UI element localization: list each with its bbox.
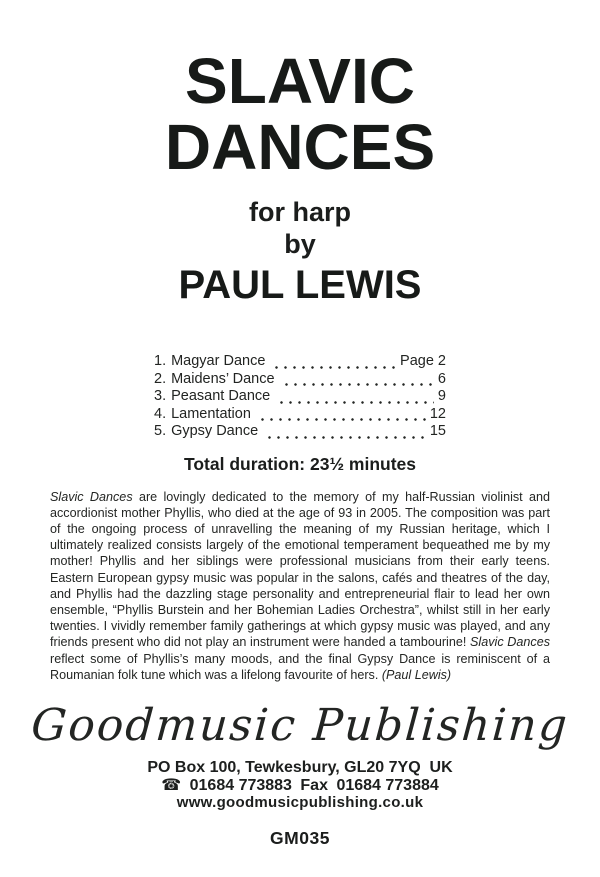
toc-item-number: 1. bbox=[154, 353, 167, 369]
publisher-address: PO Box 100, Tewkesbury, GL20 7YQ UK bbox=[147, 758, 453, 776]
fax-label: Fax bbox=[300, 776, 328, 794]
byline: by bbox=[284, 229, 316, 259]
telephone-icon: ☎ bbox=[161, 774, 182, 794]
catalog-number: GM035 bbox=[270, 827, 330, 848]
publisher-website: www.goodmusicpublishing.co.uk bbox=[176, 793, 424, 811]
dot-leader bbox=[277, 401, 434, 404]
toc-item-title: Magyar Dance bbox=[171, 353, 266, 369]
subtitle-instrumentation: for harp bbox=[248, 197, 351, 227]
total-duration: Total duration: 23½ minutes bbox=[183, 453, 417, 474]
toc-row bbox=[154, 406, 446, 424]
toc-item-page: 12 bbox=[429, 405, 446, 422]
dot-leader bbox=[282, 383, 434, 386]
page-title-line-1: SLAVIC bbox=[185, 45, 415, 117]
composer-name: PAUL LEWIS bbox=[178, 263, 422, 307]
table-of-contents bbox=[154, 353, 446, 441]
toc-row bbox=[154, 388, 446, 406]
dot-leader bbox=[272, 366, 396, 369]
publisher-block bbox=[0, 697, 600, 849]
toc-item-page: 15 bbox=[429, 423, 446, 439]
dedication-paragraph: Slavic Dances are lovingly dedicated to the memory of my half-Russian violinist and accordionist mother Phyllis, who died at the age of 93 in 2005. The composition was part of the ongoing process of unravelling the meaning of my Russian heritage, which I ultimately realized consists largely of the emotional temperament bequeathed me by my mother! Phyllis and her siblings were professional musicians from their early teens. Eastern European gypsy music was popular in the salons, cafés and theatres of the day, and Phyllis had the dazzling stage personality and entrepreneurial flair to lead her own ensemble, “Phyllis Burstein and her Bohemian Ladies Orchestra”, whilst still in her early twenties. I vividly remember family gatherings at which gypsy music was played, and any friends present who did not play an instrument were handed a tambourine! Slavic Dances reflect some of Phyllis’s many moods, and the final Gypsy Dance is reminiscent of a Roumanian folk tune which was a lifelong favourite of hers. (Paul Lewis) bbox=[50, 489, 550, 682]
dot-leader bbox=[258, 418, 426, 421]
toc-item-number: 2. bbox=[154, 370, 167, 387]
toc-row bbox=[154, 423, 446, 441]
toc-item-page: Page 2 bbox=[400, 353, 446, 369]
publisher-contact-line bbox=[0, 776, 600, 794]
toc-item-number: 3. bbox=[154, 388, 167, 404]
toc-item-page: 6 bbox=[437, 370, 446, 387]
publisher-logo: Goodmusic Publishing bbox=[29, 699, 571, 751]
toc-item-title: Peasant Dance bbox=[171, 388, 271, 404]
phone-number: 01684 773883 bbox=[189, 776, 292, 794]
fax-number: 01684 773884 bbox=[336, 776, 439, 794]
toc-item-page: 9 bbox=[437, 388, 446, 404]
page-title-line-2: DANCES bbox=[164, 111, 436, 183]
toc-item-title: Lamentation bbox=[171, 405, 251, 422]
toc-item-title: Gypsy Dance bbox=[171, 423, 259, 439]
title-block bbox=[0, 0, 600, 307]
dot-leader bbox=[265, 436, 426, 439]
toc-item-title: Maidens’ Dance bbox=[171, 370, 275, 387]
toc-item-number: 5. bbox=[154, 423, 167, 439]
toc-row bbox=[154, 371, 446, 389]
toc-item-number: 4. bbox=[154, 405, 167, 422]
toc-row bbox=[154, 353, 446, 371]
